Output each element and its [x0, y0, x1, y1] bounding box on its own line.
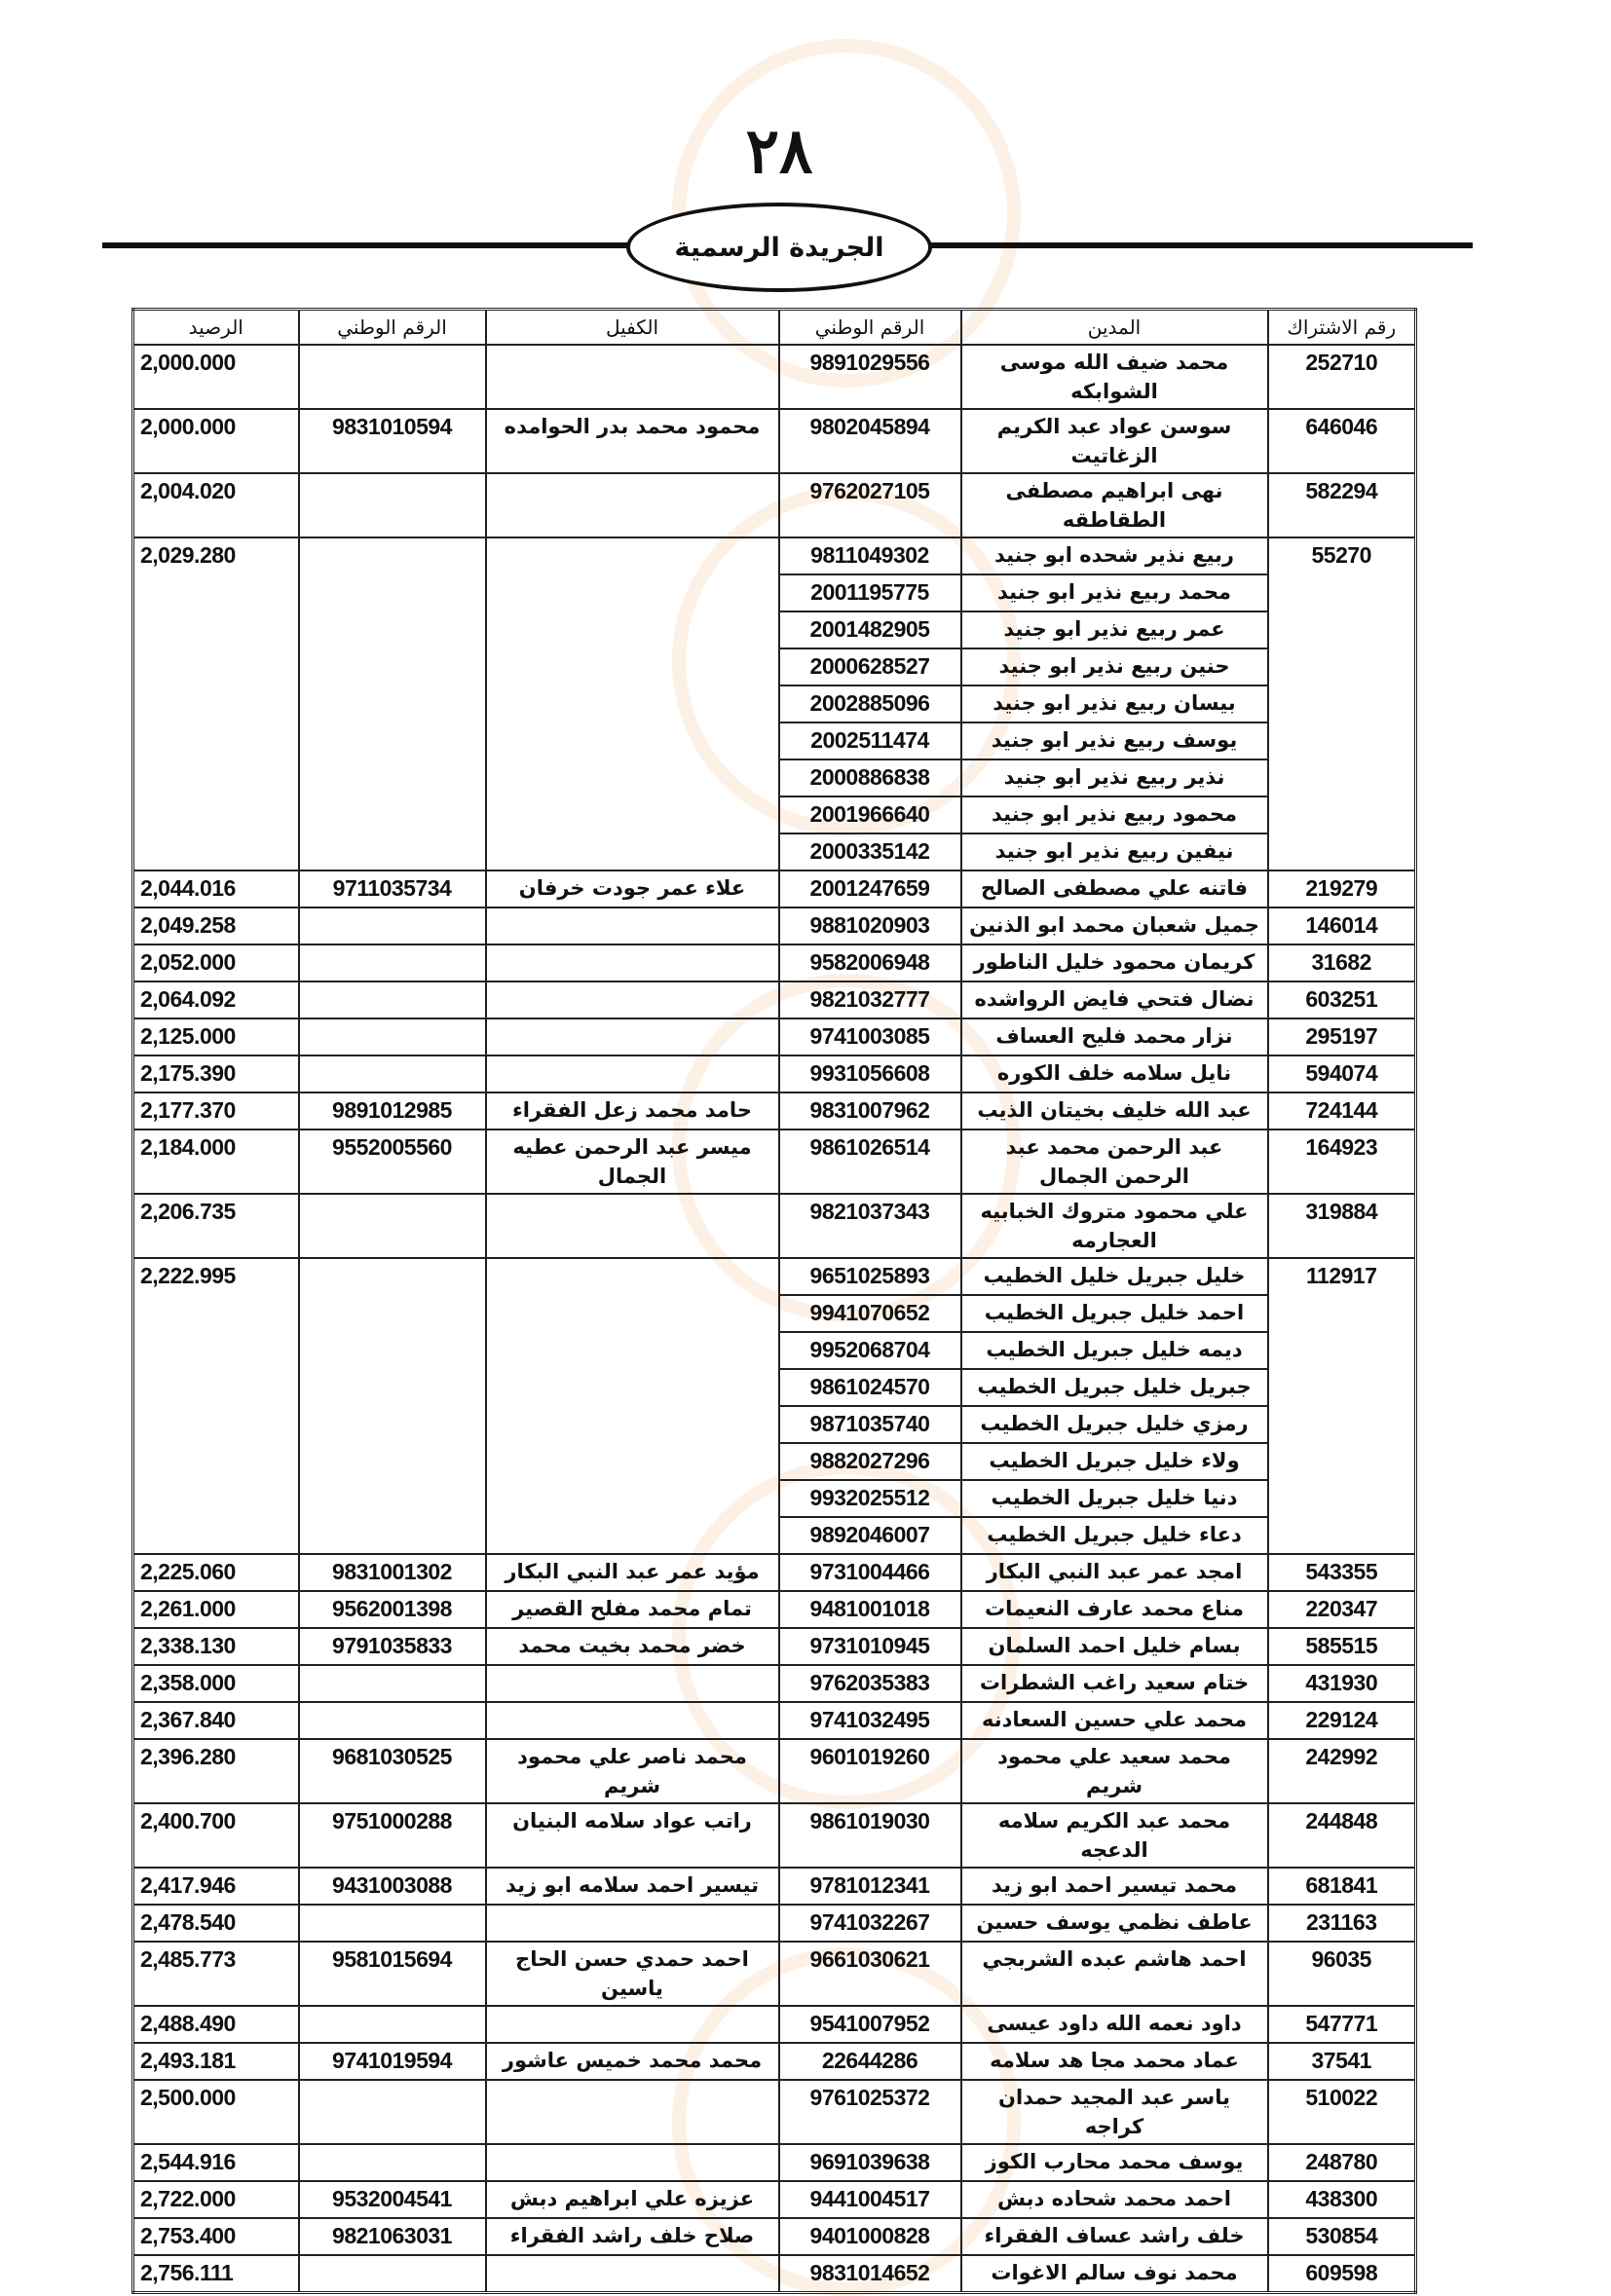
- subscription-number: 585515: [1268, 1628, 1416, 1665]
- balance: 2,184.000: [133, 1129, 299, 1194]
- guarantor-national-id: [299, 2144, 486, 2181]
- subscription-number: 431930: [1268, 1665, 1416, 1702]
- guarantor-national-id: [299, 1018, 486, 1055]
- guarantor-name: [486, 1905, 779, 1942]
- debtor-national-id: 9882027296: [779, 1443, 961, 1480]
- guarantor-national-id: [299, 907, 486, 944]
- debtor-national-id: 9931056608: [779, 1055, 961, 1092]
- table-row: [133, 409, 1416, 473]
- guarantor-national-id: [299, 1702, 486, 1739]
- guarantor-national-id: [299, 1194, 486, 1258]
- debtor-national-id: 9481001018: [779, 1591, 961, 1628]
- guarantor-name: تيسير احمد سلامه ابو زيد: [486, 1868, 779, 1905]
- debtor-name: نهى ابراهيم مصطفى الطقاطقه: [961, 473, 1268, 537]
- debtor-name: ربيع نذير شحده ابو جنيد: [961, 537, 1268, 574]
- balance: 2,225.060: [133, 1554, 299, 1591]
- balance: 2,544.916: [133, 2144, 299, 2181]
- subscription-number: 31682: [1268, 944, 1416, 981]
- debtor-name: علي محمود متروك الخبابيه العجارمه: [961, 1194, 1268, 1258]
- guarantor-national-id: 9741019594: [299, 2043, 486, 2080]
- table-row: [133, 2006, 1416, 2043]
- debtor-national-id: 9651025893: [779, 1258, 961, 1295]
- guarantor-name: [486, 473, 779, 537]
- balance: 2,004.020: [133, 473, 299, 537]
- subscription-number: 582294: [1268, 473, 1416, 537]
- debtor-national-id: 2000628527: [779, 648, 961, 685]
- guarantor-name: [486, 1665, 779, 1702]
- balance: 2,756.111: [133, 2255, 299, 2293]
- debtor-national-id: 2001482905: [779, 611, 961, 648]
- debtor-name: محمد عبد الكريم سلامه الدعجه: [961, 1803, 1268, 1868]
- table-row: [133, 2080, 1416, 2144]
- debtor-national-id: 9891029556: [779, 345, 961, 409]
- subscription-number: 112917: [1268, 1258, 1416, 1554]
- debtor-national-id: 9831007962: [779, 1092, 961, 1129]
- table-row: [133, 870, 1416, 907]
- debtor-name: امجد عمر عبد النبي البكار: [961, 1554, 1268, 1591]
- debtor-national-id: 9952068704: [779, 1332, 961, 1369]
- guarantor-national-id: 9791035833: [299, 1628, 486, 1665]
- balance: 2,493.181: [133, 2043, 299, 2080]
- guarantor-national-id: [299, 1905, 486, 1942]
- balance: 2,052.000: [133, 944, 299, 981]
- balance: 2,177.370: [133, 1092, 299, 1129]
- guarantor-national-id: 9562001398: [299, 1591, 486, 1628]
- subscription-number: 146014: [1268, 907, 1416, 944]
- debtor-national-id: 9892046007: [779, 1517, 961, 1554]
- guarantor-name: [486, 2080, 779, 2144]
- subscription-number: 248780: [1268, 2144, 1416, 2181]
- subscription-number: 319884: [1268, 1194, 1416, 1258]
- balance: 2,064.092: [133, 981, 299, 1018]
- guarantor-name: حامد محمد زعل الفقراء: [486, 1092, 779, 1129]
- debtor-national-id: 9741003085: [779, 1018, 961, 1055]
- debtor-national-id: 9601019260: [779, 1739, 961, 1803]
- guarantor-name: صلاح خلف راشد الفقراء: [486, 2218, 779, 2255]
- debtor-name: عماد محمد مجا هد سلامه: [961, 2043, 1268, 2080]
- guarantor-national-id: [299, 1665, 486, 1702]
- debtor-name: فاتنه علي مصطفى الصالح: [961, 870, 1268, 907]
- debtor-name: يوسف محمد محارب الكوز: [961, 2144, 1268, 2181]
- debtor-name: بيسان ربيع نذير ابو جنيد: [961, 685, 1268, 722]
- col-header-guarantor: الكفيل: [486, 310, 779, 346]
- debtor-national-id: 9932025512: [779, 1480, 961, 1517]
- debtor-name: جبريل خليل جبريل الخطيب: [961, 1369, 1268, 1406]
- debtor-name: خليل جبريل خليل الخطيب: [961, 1258, 1268, 1295]
- guarantor-name: عزيزه علي ابراهيم دبش: [486, 2181, 779, 2218]
- guarantor-national-id: [299, 537, 486, 870]
- subscription-number: 438300: [1268, 2181, 1416, 2218]
- debtor-name: دعاء خليل جبريل الخطيب: [961, 1517, 1268, 1554]
- guarantor-name: محمود محمد بدر الحوامده: [486, 409, 779, 473]
- table-row: [133, 2043, 1416, 2080]
- balance: 2,049.258: [133, 907, 299, 944]
- table-row: [133, 1194, 1416, 1258]
- col-header-debtor: المدين: [961, 310, 1268, 346]
- debtor-national-id: 9941070652: [779, 1295, 961, 1332]
- debtor-name: محمد سعيد علي محمود شريم: [961, 1739, 1268, 1803]
- subscription-number: 242992: [1268, 1739, 1416, 1803]
- guarantor-national-id: 9891012985: [299, 1092, 486, 1129]
- guarantor-national-id: [299, 1258, 486, 1554]
- balance: 2,044.016: [133, 870, 299, 907]
- table-row: [133, 1554, 1416, 1591]
- debtor-name: نيفين ربيع نذير ابو جنيد: [961, 833, 1268, 870]
- guarantor-name: [486, 537, 779, 870]
- subscription-number: 37541: [1268, 2043, 1416, 2080]
- debtor-name: محمد ضيف الله موسى الشوابكه: [961, 345, 1268, 409]
- debtor-national-id: 9762027105: [779, 473, 961, 537]
- guarantor-name: ميسر عبد الرحمن عطيه الجمال: [486, 1129, 779, 1194]
- guarantor-national-id: [299, 981, 486, 1018]
- debtor-national-id: 2002511474: [779, 722, 961, 759]
- table-row: [133, 1905, 1416, 1942]
- table-row: [133, 1868, 1416, 1905]
- debtor-name: سوسن عواد عبد الكريم الزغاتيت: [961, 409, 1268, 473]
- debtor-national-id: 2002885096: [779, 685, 961, 722]
- table-row: [133, 1803, 1416, 1868]
- debtor-national-id: 9731010945: [779, 1628, 961, 1665]
- debtor-national-id: 9861019030: [779, 1803, 961, 1868]
- balance: 2,485.773: [133, 1942, 299, 2006]
- col-header-debtor-national-id: الرقم الوطني: [779, 310, 961, 346]
- debtor-national-id: 9741032267: [779, 1905, 961, 1942]
- debtor-name: نضال فتحي فايض الرواشده: [961, 981, 1268, 1018]
- table-row: [133, 1942, 1416, 2006]
- guarantor-national-id: 9831001302: [299, 1554, 486, 1591]
- debtor-national-id: 9761025372: [779, 2080, 961, 2144]
- debtor-name: محمد نوف سالم الاغوات: [961, 2255, 1268, 2293]
- balance: 2,175.390: [133, 1055, 299, 1092]
- col-header-guarantor-national-id: الرقم الوطني: [299, 310, 486, 346]
- debtor-name: عبد الرحمن محمد عبد الرحمن الجمال: [961, 1129, 1268, 1194]
- debtor-name: داود نعمه الله داود عيسى: [961, 2006, 1268, 2043]
- debtor-name: ياسر عبد المجيد حمدان كراجه: [961, 2080, 1268, 2144]
- table-row: [133, 1591, 1416, 1628]
- table-row: [133, 1018, 1416, 1055]
- debtor-national-id: 9802045894: [779, 409, 961, 473]
- guarantor-national-id: 9532004541: [299, 2181, 486, 2218]
- debtor-name: ديمه خليل جبريل الخطيب: [961, 1332, 1268, 1369]
- table-row: [133, 1129, 1416, 1194]
- guarantor-name: [486, 907, 779, 944]
- debtor-name: احمد هاشم عبده الشربجي: [961, 1942, 1268, 2006]
- table-row: [133, 2144, 1416, 2181]
- guarantor-national-id: 9681030525: [299, 1739, 486, 1803]
- debtor-name: محمد علي حسين السعادنه: [961, 1702, 1268, 1739]
- guarantor-national-id: 9581015694: [299, 1942, 486, 2006]
- balance: 2,367.840: [133, 1702, 299, 1739]
- subscription-number: 244848: [1268, 1803, 1416, 1868]
- table-row: [133, 907, 1416, 944]
- debtor-name: جميل شعبان محمد ابو الذنين: [961, 907, 1268, 944]
- table-row: [133, 1628, 1416, 1665]
- guarantor-name: [486, 2255, 779, 2293]
- debts-table: [131, 308, 1417, 2294]
- balance: 2,488.490: [133, 2006, 299, 2043]
- subscription-number: 603251: [1268, 981, 1416, 1018]
- gazette-title-oval: [626, 203, 932, 292]
- guarantor-name: [486, 2006, 779, 2043]
- debtor-name: كريمان محمود خليل الناطور: [961, 944, 1268, 981]
- balance: 2,206.735: [133, 1194, 299, 1258]
- debtor-national-id: 9811049302: [779, 537, 961, 574]
- subscription-number: 252710: [1268, 345, 1416, 409]
- subscription-number: 164923: [1268, 1129, 1416, 1194]
- table-header-row: [133, 310, 1416, 346]
- subscription-number: 295197: [1268, 1018, 1416, 1055]
- subscription-number: 219279: [1268, 870, 1416, 907]
- balance: 2,417.946: [133, 1868, 299, 1905]
- debtor-name: احمد خليل جبريل الخطيب: [961, 1295, 1268, 1332]
- debtor-name: محمود ربيع نذير ابو جنيد: [961, 796, 1268, 833]
- table-row: [133, 537, 1416, 574]
- balance: 2,722.000: [133, 2181, 299, 2218]
- balance: 2,222.995: [133, 1258, 299, 1554]
- guarantor-national-id: [299, 2255, 486, 2293]
- subscription-number: 510022: [1268, 2080, 1416, 2144]
- guarantor-name: مؤيد عمر عبد النبي البكار: [486, 1554, 779, 1591]
- table-row: [133, 2218, 1416, 2255]
- debtor-national-id: 9821032777: [779, 981, 961, 1018]
- debtor-national-id: 9762035383: [779, 1665, 961, 1702]
- debtor-name: عمر ربيع نذير ابو جنيد: [961, 611, 1268, 648]
- subscription-number: 681841: [1268, 1868, 1416, 1905]
- guarantor-name: محمد ناصر علي محمود شريم: [486, 1739, 779, 1803]
- debtor-name: احمد محمد شحاده دبش: [961, 2181, 1268, 2218]
- debtor-national-id: 9661030621: [779, 1942, 961, 2006]
- debtor-name: نذير ربيع نذير ابو جنيد: [961, 759, 1268, 796]
- balance: 2,400.700: [133, 1803, 299, 1868]
- col-header-balance: الرصيد: [133, 310, 299, 346]
- debtor-name: محمد تيسير احمد ابو زيد: [961, 1868, 1268, 1905]
- balance: 2,396.280: [133, 1739, 299, 1803]
- table-row: [133, 473, 1416, 537]
- debtor-national-id: 22644286: [779, 2043, 961, 2080]
- guarantor-name: [486, 981, 779, 1018]
- guarantor-national-id: 9831010594: [299, 409, 486, 473]
- subscription-number: 724144: [1268, 1092, 1416, 1129]
- subscription-number: 594074: [1268, 1055, 1416, 1092]
- debtor-name: يوسف ربيع نذير ابو جنيد: [961, 722, 1268, 759]
- debtor-national-id: 9881020903: [779, 907, 961, 944]
- debtor-national-id: 9781012341: [779, 1868, 961, 1905]
- debtor-name: رمزي خليل جبريل الخطيب: [961, 1406, 1268, 1443]
- guarantor-name: [486, 1194, 779, 1258]
- subscription-number: 229124: [1268, 1702, 1416, 1739]
- balance: 2,029.280: [133, 537, 299, 870]
- debtor-name: ختام سعيد راغب الشطرات: [961, 1665, 1268, 1702]
- balance: 2,000.000: [133, 345, 299, 409]
- subscription-number: 646046: [1268, 409, 1416, 473]
- col-header-subscription: رقم الاشتراك: [1268, 310, 1416, 346]
- guarantor-name: تمام محمد مفلح القصير: [486, 1591, 779, 1628]
- guarantor-name: محمد محمد خميس عاشور: [486, 2043, 779, 2080]
- guarantor-national-id: [299, 944, 486, 981]
- table-row: [133, 1258, 1416, 1295]
- debtor-national-id: 9831014652: [779, 2255, 961, 2293]
- subscription-number: 609598: [1268, 2255, 1416, 2293]
- guarantor-name: علاء عمر جودت خرفان: [486, 870, 779, 907]
- debtor-national-id: 2000886838: [779, 759, 961, 796]
- debtor-national-id: 9861026514: [779, 1129, 961, 1194]
- table-row: [133, 1665, 1416, 1702]
- debtor-name: عبد الله خليف بخيتان الذيب: [961, 1092, 1268, 1129]
- debtor-name: محمد ربيع نذير ابو جنيد: [961, 574, 1268, 611]
- balance: 2,358.000: [133, 1665, 299, 1702]
- guarantor-national-id: 9552005560: [299, 1129, 486, 1194]
- debtor-national-id: 2001966640: [779, 796, 961, 833]
- debtor-national-id: 9441004517: [779, 2181, 961, 2218]
- guarantor-name: [486, 1258, 779, 1554]
- debtor-name: بسام خليل احمد السلمان: [961, 1628, 1268, 1665]
- subscription-number: 530854: [1268, 2218, 1416, 2255]
- guarantor-national-id: 9431003088: [299, 1868, 486, 1905]
- debtor-name: دنيا خليل جبريل الخطيب: [961, 1480, 1268, 1517]
- guarantor-national-id: [299, 473, 486, 537]
- guarantor-national-id: 9751000288: [299, 1803, 486, 1868]
- guarantor-name: [486, 1018, 779, 1055]
- guarantor-national-id: [299, 345, 486, 409]
- table-row: [133, 1739, 1416, 1803]
- debtor-national-id: 9731004466: [779, 1554, 961, 1591]
- guarantor-name: [486, 345, 779, 409]
- debtor-national-id: 9861024570: [779, 1369, 961, 1406]
- balance: 2,500.000: [133, 2080, 299, 2144]
- balance: 2,000.000: [133, 409, 299, 473]
- debtor-national-id: 9871035740: [779, 1406, 961, 1443]
- balance: 2,125.000: [133, 1018, 299, 1055]
- debtor-name: حنين ربيع نذير ابو جنيد: [961, 648, 1268, 685]
- guarantor-name: احمد حمدي حسن الحاج ياسين: [486, 1942, 779, 2006]
- subscription-number: 231163: [1268, 1905, 1416, 1942]
- guarantor-name: [486, 944, 779, 981]
- debtor-national-id: 2000335142: [779, 833, 961, 870]
- debtor-national-id: 9401000828: [779, 2218, 961, 2255]
- page-number: ٢٨: [745, 115, 813, 188]
- debtor-name: ولاء خليل جبريل الخطيب: [961, 1443, 1268, 1480]
- debtor-national-id: 9691039638: [779, 2144, 961, 2181]
- debtor-name: خلف راشد عساف الفقراء: [961, 2218, 1268, 2255]
- debtor-national-id: 9582006948: [779, 944, 961, 981]
- guarantor-national-id: 9821063031: [299, 2218, 486, 2255]
- table-row: [133, 981, 1416, 1018]
- subscription-number: 96035: [1268, 1942, 1416, 2006]
- table-row: [133, 1055, 1416, 1092]
- subscription-number: 220347: [1268, 1591, 1416, 1628]
- debtor-name: مناع محمد عارف النعيمات: [961, 1591, 1268, 1628]
- debtor-national-id: 2001247659: [779, 870, 961, 907]
- guarantor-name: [486, 1055, 779, 1092]
- table-row: [133, 1092, 1416, 1129]
- guarantor-name: خضر محمد بخيت محمد: [486, 1628, 779, 1665]
- balance: 2,338.130: [133, 1628, 299, 1665]
- debtor-national-id: 9541007952: [779, 2006, 961, 2043]
- debtor-name: نزار محمد فليح العساف: [961, 1018, 1268, 1055]
- table-row: [133, 2255, 1416, 2293]
- balance: 2,261.000: [133, 1591, 299, 1628]
- debtor-name: نايل سلامه خلف الكوره: [961, 1055, 1268, 1092]
- debtor-national-id: 9741032495: [779, 1702, 961, 1739]
- subscription-number: 547771: [1268, 2006, 1416, 2043]
- table-row: [133, 345, 1416, 409]
- table-row: [133, 1702, 1416, 1739]
- debtor-name: عاطف نظمي يوسف حسين: [961, 1905, 1268, 1942]
- guarantor-national-id: [299, 1055, 486, 1092]
- table-row: [133, 944, 1416, 981]
- gazette-title: الجريدة الرسمية: [674, 232, 884, 263]
- balance: 2,753.400: [133, 2218, 299, 2255]
- table-row: [133, 2181, 1416, 2218]
- debtor-national-id: 9821037343: [779, 1194, 961, 1258]
- guarantor-name: [486, 2144, 779, 2181]
- balance: 2,478.540: [133, 1905, 299, 1942]
- guarantor-name: راتب عواد سلامه البنيان: [486, 1803, 779, 1868]
- guarantor-national-id: [299, 2006, 486, 2043]
- subscription-number: 55270: [1268, 537, 1416, 870]
- guarantor-national-id: [299, 2080, 486, 2144]
- debtor-national-id: 2001195775: [779, 574, 961, 611]
- subscription-number: 543355: [1268, 1554, 1416, 1591]
- guarantor-name: [486, 1702, 779, 1739]
- guarantor-national-id: 9711035734: [299, 870, 486, 907]
